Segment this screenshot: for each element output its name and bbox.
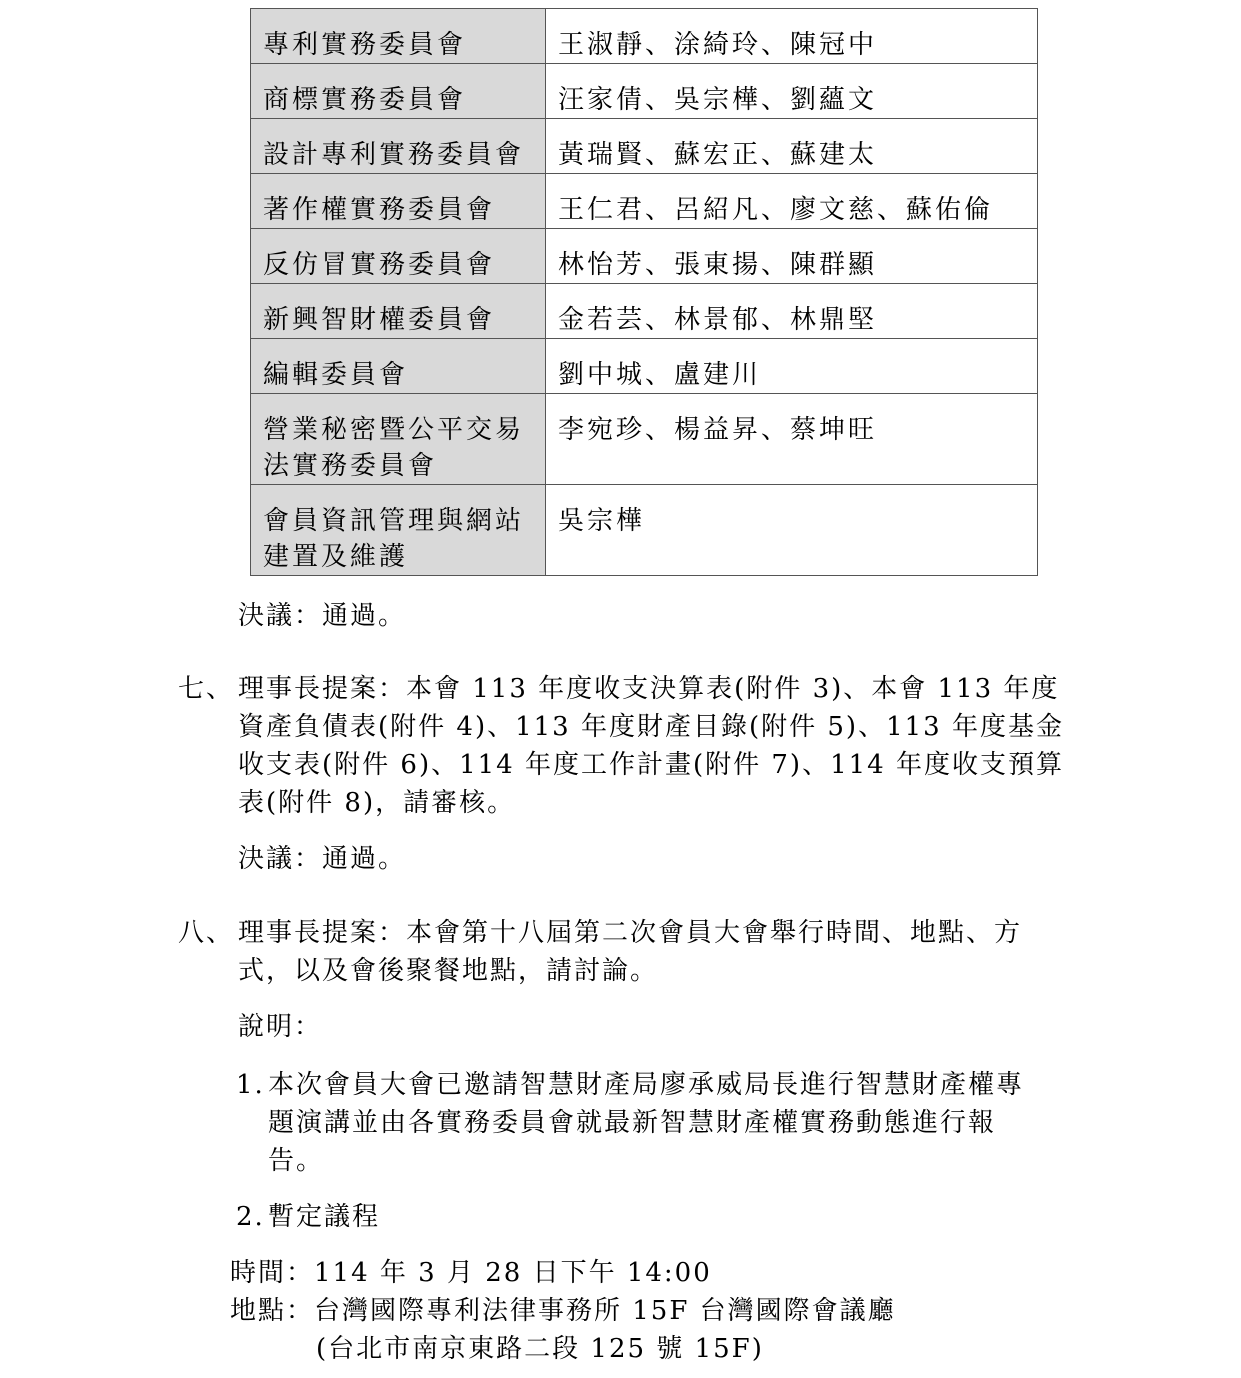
item8-line: 式，以及會後聚餐地點，請討論。 bbox=[238, 956, 659, 986]
item-number: 七、 bbox=[178, 674, 235, 704]
point-line: 告。 bbox=[268, 1146, 325, 1176]
committee-members: 王仁君、呂紹凡、廖文慈、蘇佑倫 bbox=[546, 174, 1038, 229]
table-row bbox=[251, 284, 1038, 339]
committee-name-line: 會員資訊管理與網站 bbox=[263, 506, 525, 536]
committee-members: 汪家倩、吳宗樺、劉蘊文 bbox=[546, 64, 1038, 119]
meeting-address: (台北市南京東路二段 125 號 15F) bbox=[316, 1334, 764, 1364]
table-row bbox=[251, 229, 1038, 284]
meeting-time: 時間：114 年 3 月 28 日下午 14:00 bbox=[230, 1258, 712, 1288]
explanation-label: 說明： bbox=[238, 1012, 323, 1042]
committee-members: 吳宗樺 bbox=[546, 485, 1038, 576]
list-marker: 1. bbox=[236, 1070, 265, 1100]
committee-members: 黃瑞賢、蘇宏正、蘇建太 bbox=[546, 119, 1038, 174]
item7-line: 表(附件 8)，請審核。 bbox=[238, 788, 516, 818]
committee-name: 商標實務委員會 bbox=[251, 64, 546, 119]
point-line: 本次會員大會已邀請智慧財產局廖承威局長進行智慧財產權專 bbox=[268, 1070, 1025, 1100]
committee-name-line: 建置及維護 bbox=[263, 542, 409, 572]
item7-line: 資產負債表(附件 4)、113 年度財產目錄(附件 5)、113 年度基金 bbox=[238, 712, 1064, 742]
committee-name: 編輯委員會 bbox=[251, 339, 546, 394]
resolution-text: 決議：通過。 bbox=[238, 601, 407, 631]
item8-line: 理事長提案：本會第十八屆第二次會員大會舉行時間、地點、方 bbox=[238, 918, 1023, 948]
item7-line: 收支表(附件 6)、114 年度工作計畫(附件 7)、114 年度收支預算 bbox=[238, 750, 1064, 780]
committee-name-line: 營業秘密暨公平交易 bbox=[263, 415, 525, 445]
meeting-location: 地點：台灣國際專利法律事務所 15F 台灣國際會議廳 bbox=[230, 1296, 896, 1326]
committee-name: 反仿冒實務委員會 bbox=[251, 229, 546, 284]
item7-line: 理事長提案：本會 113 年度收支決算表(附件 3)、本會 113 年度 bbox=[238, 674, 1060, 704]
committee-name bbox=[251, 394, 546, 485]
item-number: 八、 bbox=[178, 918, 235, 948]
point-line: 題演講並由各實務委員會就最新智慧財產權實務動態進行報 bbox=[268, 1108, 997, 1138]
point-line: 暫定議程 bbox=[268, 1202, 381, 1232]
table-row bbox=[251, 394, 1038, 485]
table-row bbox=[251, 485, 1038, 576]
committee-name-line: 法實務委員會 bbox=[263, 451, 438, 481]
committee-members: 李宛珍、楊益昇、蔡坤旺 bbox=[546, 394, 1038, 485]
committee-members: 林怡芳、張東揚、陳群顯 bbox=[546, 229, 1038, 284]
committee-name: 著作權實務委員會 bbox=[251, 174, 546, 229]
table-row bbox=[251, 119, 1038, 174]
committee-members: 金若芸、林景郁、林鼎堅 bbox=[546, 284, 1038, 339]
table-row bbox=[251, 64, 1038, 119]
table-row bbox=[251, 174, 1038, 229]
resolution-text: 決議：通過。 bbox=[238, 844, 407, 874]
committee-name bbox=[251, 485, 546, 576]
committee-members: 劉中城、盧建川 bbox=[546, 339, 1038, 394]
committee-members: 王淑靜、涂綺玲、陳冠中 bbox=[546, 9, 1038, 64]
committee-name: 專利實務委員會 bbox=[251, 9, 546, 64]
committee-name: 設計專利實務委員會 bbox=[251, 119, 546, 174]
committee-name: 新興智財權委員會 bbox=[251, 284, 546, 339]
committee-table bbox=[250, 8, 1038, 576]
list-marker: 2. bbox=[236, 1202, 265, 1232]
table-row bbox=[251, 9, 1038, 64]
table-row bbox=[251, 339, 1038, 394]
